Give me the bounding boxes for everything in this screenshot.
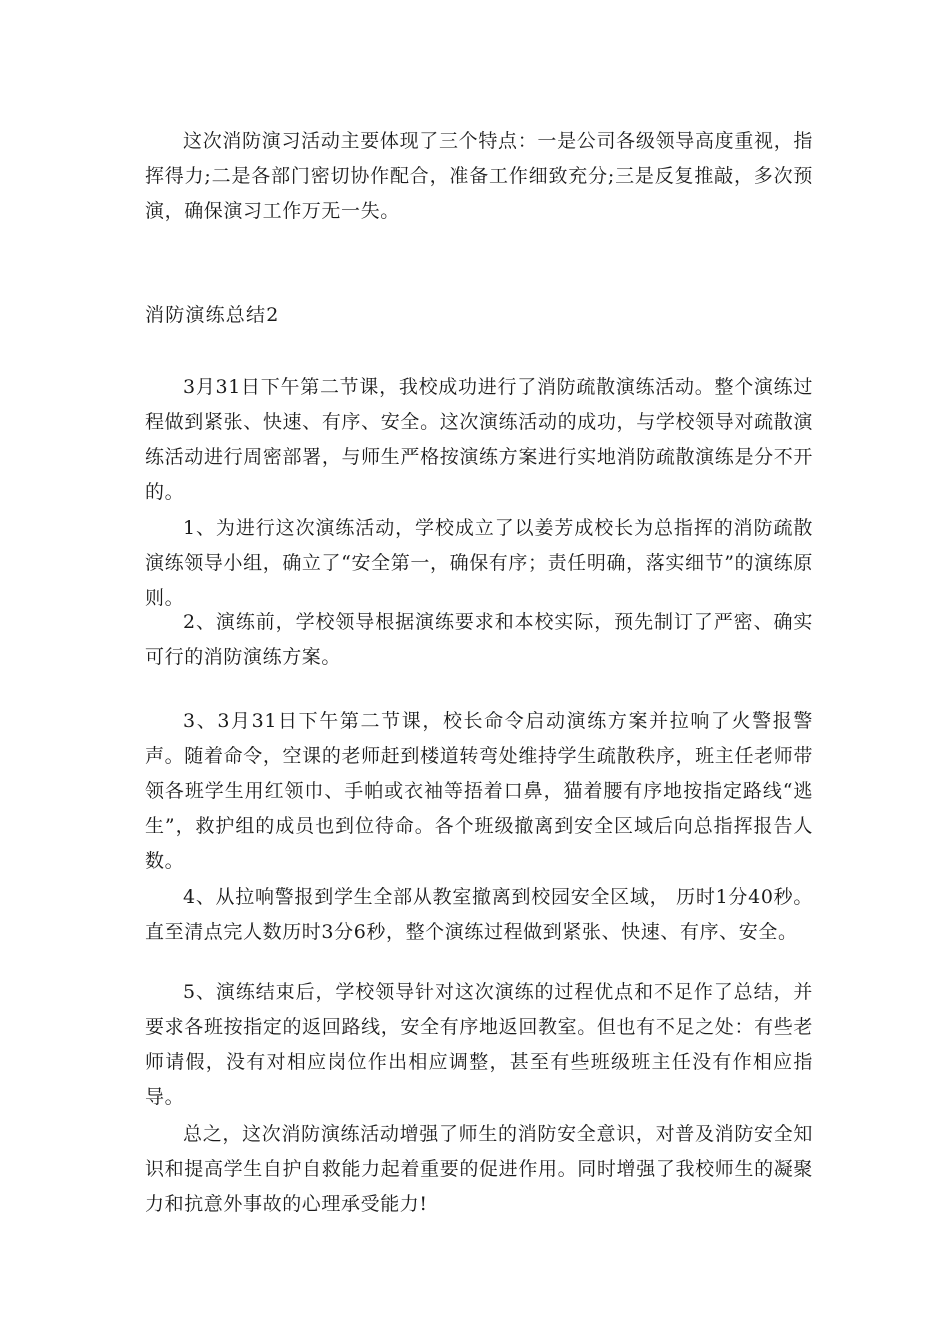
paragraph-7: 总之，这次消防演练活动增强了师生的消防安全意识，对普及消防安全知识和提高学生自护自救能力起着重要的促进作用。同时增强了我校师生的凝聚力和抗意外事故的心理承受能力! [145, 1123, 813, 1215]
section-title: 消防演练总结2 [145, 304, 280, 326]
paragraph-5: 4、从拉响警报到学生全部从教室撤离到校园安全区域， 历时1分40秒。直至清点完人数历时3分6秒，整个演练过程做到紧张、快速、有序、安全。 [145, 886, 813, 943]
paragraph-1: 3月31日下午第二节课，我校成功进行了消防疏散演练活动。整个演练过程做到紧张、快速、有序、安全。这次演练活动的成功，与学校领导对疏散演练活动进行周密部署，与师生严格按演练方案进行实地消防疏散演练是分不开的。 [145, 376, 813, 503]
paragraph-3: 2、演练前，学校领导根据演练要求和本校实际，预先制订了严密、确实可行的消防演练方案。 [145, 611, 813, 668]
paragraph-2: 1、为进行这次演练活动，学校成立了以姜芳成校长为总指挥的消防疏散演练领导小组，确立了“安全第一，确保有序；责任明确，落实细节”的演练原则。 [145, 517, 813, 609]
paragraph-6: 5、演练结束后，学校领导针对这次演练的过程优点和不足作了总结，并要求各班按指定的返回路线，安全有序地返回教室。但也有不足之处：有些老师请假，没有对相应岗位作出相应调整，甚至有些班级班主任没有作相应指导。 [145, 981, 813, 1108]
paragraph-4: 3、3月31日下午第二节课，校长命令启动演练方案并拉响了火警报警声。随着命令，空课的老师赶到楼道转弯处维持学生疏散秩序，班主任老师带领各班学生用红领巾、手帕或衣袖等捂着口鼻，猫着腰有序地按指定路线“逃生”，救护组的成员也到位待命。各个班级撤离到安全区域后向总指挥报告人数。 [145, 710, 813, 872]
intro-paragraph: 这次消防演习活动主要体现了三个特点：一是公司各级领导高度重视，指挥得力;二是各部门密切协作配合，准备工作细致充分;三是反复推敲，多次预演，确保演习工作万无一失。 [145, 130, 813, 222]
